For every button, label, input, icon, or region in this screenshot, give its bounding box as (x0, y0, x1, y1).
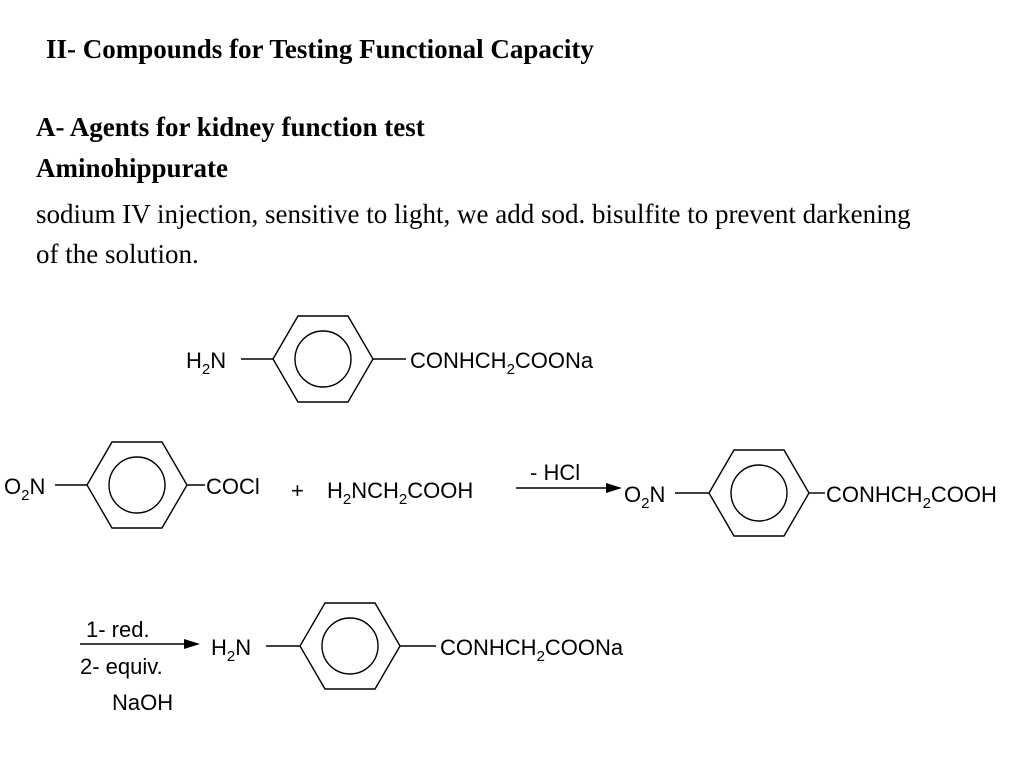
side-chain-label: $CONHCH_2COOH$ (826, 482, 997, 512)
description-text: sodium IV injection, sensitive to light, we add sod. bisulfite to prevent darkening of the solution. (36, 199, 911, 269)
aromatic-circle (731, 465, 787, 521)
section-heading: A- Agents for kidney function test (36, 112, 425, 142)
structure-aminohippurate-sodium-bottom (211, 603, 624, 689)
benzene-ring (300, 603, 400, 689)
glycine-formula: $H_2NCH_2COOH$ (327, 478, 474, 508)
compound-name: Aminohippurate (36, 153, 229, 183)
aromatic-circle (109, 457, 165, 513)
benzene-ring (87, 442, 187, 528)
arrowhead (606, 483, 622, 493)
nitro-label: $O_2N$ (4, 474, 46, 504)
amine-label: $H_2N$ (186, 348, 227, 378)
acyl-chloride-label: COCl (206, 474, 260, 499)
aromatic-circle (322, 618, 378, 674)
arrow-2-label-bottom-1: 2- equiv. (80, 654, 163, 679)
structure-nitrobenzoyl-chloride (4, 442, 260, 528)
arrow-1-label: - HCl (530, 460, 581, 485)
reaction-arrow-1 (516, 460, 622, 493)
arrow-2-label-top: 1- red. (86, 617, 150, 642)
side-chain-label: $CONHCH_2COONa$ (410, 348, 594, 378)
amine-label: $H_2N$ (211, 635, 252, 665)
slide-title: II- Compounds for Testing Functional Capacity (46, 34, 594, 64)
arrowhead (184, 639, 200, 649)
benzene-ring (709, 450, 809, 536)
benzene-ring (273, 316, 373, 402)
structure-aminohippurate-sodium-top (186, 316, 594, 402)
structure-nitrohippuric-acid (624, 450, 997, 536)
reaction-arrow-2 (80, 617, 200, 715)
aromatic-circle (295, 331, 351, 387)
arrow-2-label-bottom-2: NaOH (112, 690, 174, 715)
side-chain-label: $CONHCH_2COONa$ (440, 635, 624, 665)
plus-sign: + (291, 478, 304, 503)
nitro-label: $O_2N$ (624, 482, 666, 512)
